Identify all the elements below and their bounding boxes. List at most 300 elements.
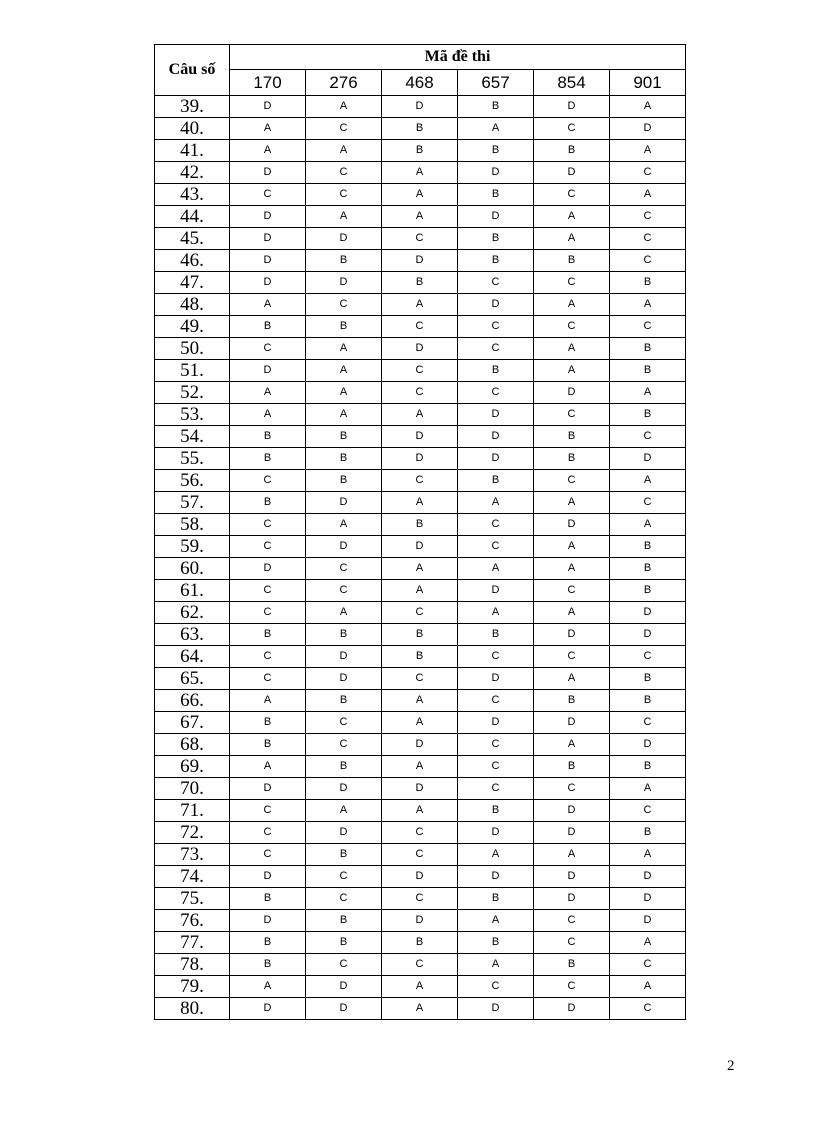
exam-code: 170 xyxy=(230,70,306,96)
answer-cell: C xyxy=(306,118,382,140)
answer-cell: D xyxy=(306,646,382,668)
question-number: 75. xyxy=(155,888,230,910)
answer-cell: A xyxy=(230,140,306,162)
answer-cell: B xyxy=(458,624,534,646)
answer-cell: C xyxy=(458,316,534,338)
answer-cell: D xyxy=(230,360,306,382)
table-row xyxy=(155,976,686,998)
answer-cell: A xyxy=(610,140,686,162)
question-number: 39. xyxy=(155,96,230,118)
answer-cell: C xyxy=(306,294,382,316)
answer-cell: A xyxy=(230,976,306,998)
answer-cell: D xyxy=(458,206,534,228)
table-row xyxy=(155,910,686,932)
answer-cell: C xyxy=(458,690,534,712)
question-number: 41. xyxy=(155,140,230,162)
answer-cell: A xyxy=(610,778,686,800)
answer-cell: D xyxy=(610,734,686,756)
answer-cell: D xyxy=(610,118,686,140)
answer-cell: B xyxy=(306,316,382,338)
answer-cell: C xyxy=(458,272,534,294)
answer-cell: C xyxy=(610,800,686,822)
table-row xyxy=(155,140,686,162)
answer-cell: D xyxy=(382,96,458,118)
table-row xyxy=(155,536,686,558)
table-row xyxy=(155,162,686,184)
answer-cell: C xyxy=(458,646,534,668)
answer-cell: B xyxy=(230,734,306,756)
answer-cell: C xyxy=(534,404,610,426)
question-number: 57. xyxy=(155,492,230,514)
answer-cell: A xyxy=(306,602,382,624)
answer-cell: B xyxy=(534,426,610,448)
question-number: 54. xyxy=(155,426,230,448)
answer-cell: C xyxy=(230,470,306,492)
answer-cell: D xyxy=(230,228,306,250)
answer-cell: D xyxy=(534,800,610,822)
answer-cell: A xyxy=(306,514,382,536)
answer-cell: D xyxy=(458,294,534,316)
answer-cell: C xyxy=(610,646,686,668)
answer-cell: C xyxy=(230,668,306,690)
table-row xyxy=(155,712,686,734)
answer-cell: B xyxy=(230,932,306,954)
answer-cell: A xyxy=(306,404,382,426)
answer-cell: B xyxy=(458,800,534,822)
answer-cell: D xyxy=(230,96,306,118)
answer-cell: C xyxy=(458,756,534,778)
answer-cell: D xyxy=(230,206,306,228)
answer-cell: C xyxy=(458,514,534,536)
table-row xyxy=(155,272,686,294)
exam-code: 901 xyxy=(610,70,686,96)
answer-cell: D xyxy=(306,668,382,690)
answer-cell: D xyxy=(458,998,534,1020)
table-row xyxy=(155,316,686,338)
answer-cell: B xyxy=(230,426,306,448)
answer-cell: B xyxy=(534,756,610,778)
question-number: 47. xyxy=(155,272,230,294)
question-number: 74. xyxy=(155,866,230,888)
answer-cell: C xyxy=(306,184,382,206)
answer-cell: D xyxy=(306,976,382,998)
question-number: 49. xyxy=(155,316,230,338)
table-row xyxy=(155,778,686,800)
answer-cell: B xyxy=(458,932,534,954)
answer-cell: A xyxy=(230,294,306,316)
answer-cell: B xyxy=(306,932,382,954)
exam-code: 276 xyxy=(306,70,382,96)
answer-cell: D xyxy=(306,272,382,294)
answer-cell: B xyxy=(306,448,382,470)
answer-cell: D xyxy=(534,96,610,118)
answer-cell: C xyxy=(230,514,306,536)
answer-cell: A xyxy=(382,184,458,206)
table-row xyxy=(155,470,686,492)
answer-cell: D xyxy=(230,250,306,272)
question-number: 51. xyxy=(155,360,230,382)
answer-cell: A xyxy=(534,536,610,558)
answer-cell: A xyxy=(382,998,458,1020)
question-number: 61. xyxy=(155,580,230,602)
answer-cell: B xyxy=(382,514,458,536)
answer-cell: D xyxy=(306,998,382,1020)
answer-cell: C xyxy=(382,228,458,250)
answer-cell: A xyxy=(306,140,382,162)
answer-cell: B xyxy=(610,338,686,360)
answer-cell: A xyxy=(458,844,534,866)
answer-cell: D xyxy=(382,866,458,888)
answer-cell: D xyxy=(458,162,534,184)
answer-cell: C xyxy=(306,162,382,184)
answer-cell: A xyxy=(458,118,534,140)
answer-cell: A xyxy=(230,690,306,712)
answer-cell: D xyxy=(610,624,686,646)
answer-cell: C xyxy=(230,822,306,844)
table-row xyxy=(155,822,686,844)
answer-cell: C xyxy=(382,888,458,910)
table-row xyxy=(155,338,686,360)
answer-cell: D xyxy=(534,514,610,536)
answer-cell: A xyxy=(230,382,306,404)
answer-cell: D xyxy=(534,712,610,734)
answer-cell: C xyxy=(382,668,458,690)
answer-cell: B xyxy=(534,954,610,976)
answer-cell: A xyxy=(534,558,610,580)
answer-cell: A xyxy=(458,910,534,932)
answer-cell: D xyxy=(610,602,686,624)
answer-cell: D xyxy=(382,338,458,360)
answer-cell: D xyxy=(458,712,534,734)
answer-cell: D xyxy=(610,910,686,932)
table-row xyxy=(155,96,686,118)
table-row xyxy=(155,206,686,228)
answer-cell: B xyxy=(534,250,610,272)
answer-cell: B xyxy=(534,140,610,162)
answer-cell: A xyxy=(306,360,382,382)
question-number: 45. xyxy=(155,228,230,250)
question-number: 71. xyxy=(155,800,230,822)
answer-cell: A xyxy=(534,492,610,514)
answer-cell: D xyxy=(458,668,534,690)
table-row xyxy=(155,558,686,580)
table-row xyxy=(155,426,686,448)
exam-code: 657 xyxy=(458,70,534,96)
answer-cell: B xyxy=(610,668,686,690)
answer-cell: C xyxy=(306,580,382,602)
table-row xyxy=(155,756,686,778)
answer-cell: B xyxy=(382,272,458,294)
question-number: 59. xyxy=(155,536,230,558)
question-number: 73. xyxy=(155,844,230,866)
answer-cell: D xyxy=(230,162,306,184)
answer-cell: D xyxy=(534,382,610,404)
answer-cell: C xyxy=(534,910,610,932)
answer-cell: D xyxy=(610,448,686,470)
answer-cell: A xyxy=(534,228,610,250)
table-row xyxy=(155,602,686,624)
answer-cell: A xyxy=(610,470,686,492)
answer-cell: B xyxy=(610,580,686,602)
answer-cell: C xyxy=(230,646,306,668)
answer-cell: D xyxy=(610,888,686,910)
answer-cell: C xyxy=(534,646,610,668)
answer-cell: B xyxy=(610,360,686,382)
answer-cell: C xyxy=(534,316,610,338)
question-number-header: Câu số xyxy=(155,45,230,96)
exam-code: 468 xyxy=(382,70,458,96)
answer-cell: A xyxy=(306,96,382,118)
answer-cell: D xyxy=(382,250,458,272)
answer-cell: A xyxy=(382,162,458,184)
answer-cell: C xyxy=(610,316,686,338)
table-row xyxy=(155,624,686,646)
question-number: 67. xyxy=(155,712,230,734)
table-row xyxy=(155,404,686,426)
question-number: 68. xyxy=(155,734,230,756)
table-row xyxy=(155,184,686,206)
answer-cell: A xyxy=(306,338,382,360)
answer-cell: B xyxy=(306,756,382,778)
table-row xyxy=(155,382,686,404)
answer-cell: D xyxy=(534,822,610,844)
table-row xyxy=(155,118,686,140)
answer-cell: B xyxy=(230,954,306,976)
answer-cell: D xyxy=(534,162,610,184)
answer-cell: C xyxy=(382,316,458,338)
question-number: 44. xyxy=(155,206,230,228)
answer-cell: A xyxy=(306,382,382,404)
answer-cell: A xyxy=(458,492,534,514)
answer-cell: C xyxy=(306,888,382,910)
table-row xyxy=(155,360,686,382)
answer-cell: C xyxy=(458,338,534,360)
answer-cell: C xyxy=(534,470,610,492)
answer-cell: D xyxy=(458,404,534,426)
answer-cell: D xyxy=(230,558,306,580)
exam-code-header: Mã đề thi xyxy=(230,45,686,70)
answer-cell: D xyxy=(230,910,306,932)
answer-cell: D xyxy=(306,228,382,250)
answer-cell: A xyxy=(534,602,610,624)
answer-cell: A xyxy=(382,756,458,778)
question-number: 53. xyxy=(155,404,230,426)
answer-cell: B xyxy=(458,228,534,250)
answer-cell: C xyxy=(382,822,458,844)
question-number: 56. xyxy=(155,470,230,492)
answer-cell: B xyxy=(306,624,382,646)
answer-cell: A xyxy=(382,492,458,514)
answer-cell: C xyxy=(610,426,686,448)
answer-cell: B xyxy=(382,646,458,668)
question-number: 76. xyxy=(155,910,230,932)
answer-cell: B xyxy=(534,448,610,470)
answer-cell: A xyxy=(534,206,610,228)
question-number: 64. xyxy=(155,646,230,668)
answer-cell: B xyxy=(382,118,458,140)
answer-cell: A xyxy=(534,734,610,756)
answer-cell: D xyxy=(306,822,382,844)
answer-cell: B xyxy=(610,536,686,558)
answer-cell: B xyxy=(458,888,534,910)
answer-cell: A xyxy=(458,602,534,624)
answer-cell: B xyxy=(382,624,458,646)
question-number: 62. xyxy=(155,602,230,624)
table-row xyxy=(155,734,686,756)
table-row xyxy=(155,492,686,514)
answer-key-table xyxy=(154,44,686,1020)
answer-cell: C xyxy=(230,338,306,360)
table-row xyxy=(155,932,686,954)
answer-cell: C xyxy=(382,382,458,404)
table-row xyxy=(155,646,686,668)
answer-cell: D xyxy=(306,536,382,558)
question-number: 78. xyxy=(155,954,230,976)
answer-cell: C xyxy=(458,734,534,756)
answer-cell: C xyxy=(534,118,610,140)
table-row xyxy=(155,580,686,602)
answer-key-body xyxy=(155,96,686,1020)
question-number: 80. xyxy=(155,998,230,1020)
table-row xyxy=(155,998,686,1020)
answer-cell: A xyxy=(610,514,686,536)
answer-cell: A xyxy=(382,404,458,426)
question-number: 66. xyxy=(155,690,230,712)
answer-cell: B xyxy=(382,932,458,954)
answer-cell: C xyxy=(230,602,306,624)
answer-cell: C xyxy=(534,976,610,998)
answer-cell: B xyxy=(610,822,686,844)
answer-cell: D xyxy=(382,536,458,558)
answer-cell: A xyxy=(610,96,686,118)
table-row xyxy=(155,866,686,888)
answer-cell: A xyxy=(610,976,686,998)
question-number: 58. xyxy=(155,514,230,536)
answer-cell: D xyxy=(306,492,382,514)
answer-cell: A xyxy=(610,382,686,404)
answer-cell: A xyxy=(610,932,686,954)
table-row xyxy=(155,800,686,822)
answer-cell: D xyxy=(534,998,610,1020)
answer-cell: B xyxy=(230,492,306,514)
answer-cell: B xyxy=(306,690,382,712)
answer-cell: B xyxy=(306,470,382,492)
table-row xyxy=(155,294,686,316)
answer-cell: C xyxy=(306,866,382,888)
answer-cell: C xyxy=(382,470,458,492)
answer-cell: A xyxy=(458,558,534,580)
answer-cell: B xyxy=(306,426,382,448)
answer-cell: C xyxy=(458,382,534,404)
page-number: 2 xyxy=(727,1058,735,1074)
answer-cell: D xyxy=(230,866,306,888)
answer-cell: C xyxy=(610,492,686,514)
answer-cell: A xyxy=(382,206,458,228)
answer-cell: B xyxy=(230,448,306,470)
answer-cell: B xyxy=(382,140,458,162)
answer-cell: C xyxy=(610,712,686,734)
answer-cell: C xyxy=(306,558,382,580)
question-number: 77. xyxy=(155,932,230,954)
answer-cell: C xyxy=(610,206,686,228)
answer-cell: B xyxy=(610,690,686,712)
answer-cell: A xyxy=(382,294,458,316)
question-number: 40. xyxy=(155,118,230,140)
answer-cell: C xyxy=(534,184,610,206)
answer-cell: C xyxy=(306,954,382,976)
question-number: 63. xyxy=(155,624,230,646)
table-row xyxy=(155,250,686,272)
answer-cell: C xyxy=(458,976,534,998)
answer-cell: B xyxy=(306,844,382,866)
answer-cell: C xyxy=(230,184,306,206)
table-row xyxy=(155,228,686,250)
answer-cell: C xyxy=(230,536,306,558)
question-number: 50. xyxy=(155,338,230,360)
answer-cell: B xyxy=(610,404,686,426)
question-number: 65. xyxy=(155,668,230,690)
answer-cell: A xyxy=(306,206,382,228)
table-row xyxy=(155,668,686,690)
answer-cell: A xyxy=(382,976,458,998)
answer-cell: B xyxy=(230,624,306,646)
answer-cell: B xyxy=(610,558,686,580)
answer-cell: C xyxy=(534,580,610,602)
answer-cell: D xyxy=(306,778,382,800)
answer-cell: B xyxy=(458,96,534,118)
answer-key-header xyxy=(155,45,686,96)
table-row xyxy=(155,448,686,470)
answer-cell: A xyxy=(610,844,686,866)
answer-cell: A xyxy=(610,294,686,316)
answer-cell: B xyxy=(230,316,306,338)
answer-cell: B xyxy=(458,470,534,492)
answer-cell: C xyxy=(382,360,458,382)
table-row xyxy=(155,888,686,910)
answer-cell: D xyxy=(230,778,306,800)
answer-cell: B xyxy=(458,184,534,206)
question-number: 42. xyxy=(155,162,230,184)
answer-cell: C xyxy=(610,998,686,1020)
answer-cell: D xyxy=(230,272,306,294)
answer-cell: A xyxy=(534,844,610,866)
answer-cell: B xyxy=(610,756,686,778)
answer-cell: D xyxy=(382,426,458,448)
answer-cell: A xyxy=(534,668,610,690)
question-number: 48. xyxy=(155,294,230,316)
answer-cell: C xyxy=(610,228,686,250)
answer-cell: B xyxy=(306,250,382,272)
answer-cell: C xyxy=(610,162,686,184)
question-number: 55. xyxy=(155,448,230,470)
answer-cell: A xyxy=(610,184,686,206)
answer-cell: B xyxy=(230,888,306,910)
answer-cell: D xyxy=(382,778,458,800)
answer-cell: C xyxy=(458,536,534,558)
exam-code: 854 xyxy=(534,70,610,96)
question-number: 43. xyxy=(155,184,230,206)
answer-cell: A xyxy=(230,118,306,140)
answer-cell: D xyxy=(458,866,534,888)
question-number: 46. xyxy=(155,250,230,272)
answer-cell: C xyxy=(610,954,686,976)
answer-cell: C xyxy=(306,734,382,756)
question-number: 52. xyxy=(155,382,230,404)
answer-cell: A xyxy=(534,294,610,316)
answer-cell: C xyxy=(382,954,458,976)
answer-cell: C xyxy=(230,800,306,822)
answer-cell: A xyxy=(458,954,534,976)
